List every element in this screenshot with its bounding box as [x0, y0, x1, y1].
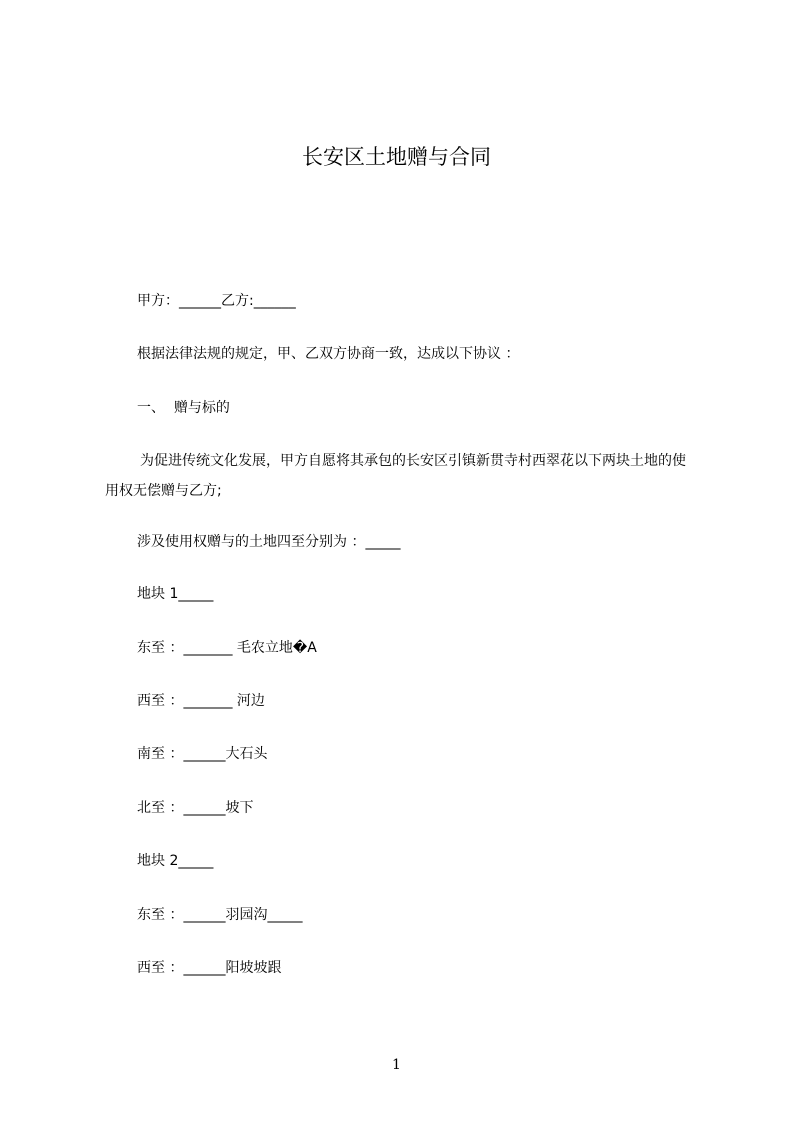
parties-line: 甲方：______乙方:______	[137, 293, 296, 309]
plot-1-north: 北至 ：______坡下	[137, 800, 254, 816]
plot-1-south: 南至 ：______大石头	[137, 746, 268, 762]
preamble: 根据法律法规的规定，甲、乙双方协商一致，达成以下协议 ：	[137, 346, 520, 362]
section-1-body: 为促进传统文化发展，甲方自愿将其承包的长安区引镇新贯寺村西翠花以下两块土地的使用权无偿赠与乙方;	[105, 453, 686, 499]
page-number: 1	[392, 1057, 401, 1073]
plot-1-west: 西至 ：_______ 河边	[137, 693, 265, 709]
plot-2-label: 地块 2_____	[137, 853, 214, 869]
section-1-heading: 一、 赠与标的	[137, 400, 230, 416]
plot-2-east: 东至 ：______羽园沟_____	[137, 907, 303, 923]
plot-2-west: 西至 ：______阳坡坡跟	[137, 960, 282, 976]
plot-1-east: 东至 ：_______ 毛农立地�A	[137, 640, 317, 656]
document-title: 长安区土地赠与合同	[302, 145, 491, 169]
boundaries-intro: 涉及使用权赠与的土地四至分别为 ：_____	[137, 534, 401, 550]
plot-1-label: 地块 1_____	[137, 586, 214, 602]
